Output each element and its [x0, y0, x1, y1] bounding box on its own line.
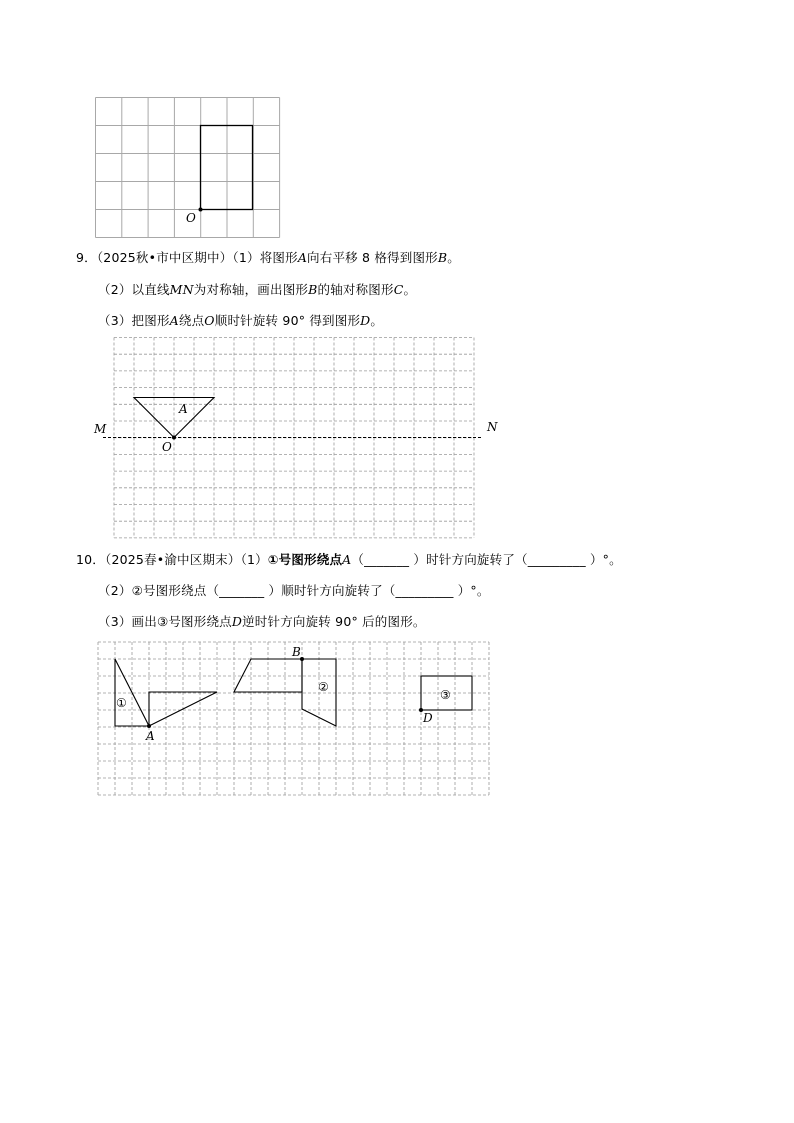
q10-p3-var: D: [231, 614, 243, 629]
q10-label-3: ③: [440, 688, 451, 702]
q9-label-n: N: [487, 420, 498, 434]
q10-p2-blanks: ②号图形绕点（_______ ）顺时针方向旋转了（_________ ）°。: [131, 583, 490, 598]
q9-p2-text3: 的轴对称图形: [317, 282, 394, 297]
q9-point-o: [172, 436, 176, 440]
q9-p2-var: MN: [169, 282, 194, 297]
q9-p2-var2: B: [308, 282, 318, 297]
q10-label-a: A: [146, 729, 155, 743]
q10-p3-text: （3）画出: [98, 614, 157, 629]
q10-number: 10．: [76, 552, 106, 567]
q9-label-a: A: [179, 402, 188, 416]
q9-source: （2025秋•市中区期中）: [96, 250, 233, 265]
q9-p1-var: A: [297, 250, 308, 265]
q9-number: 9．: [76, 250, 97, 265]
q10-p1-var: A: [342, 552, 352, 567]
q10-p3-text2: ③号图形绕点: [156, 614, 232, 629]
fig8-point-o: [199, 208, 203, 212]
q9-label-m: M: [94, 422, 107, 436]
q9-p1-var2: B: [437, 250, 448, 265]
q9-p3-var: A: [169, 313, 179, 328]
q9-p1-text2: 向右平移 8 格得到图形: [307, 250, 438, 265]
q10-point-a: [147, 724, 151, 728]
q10-label-2: ②: [318, 680, 329, 694]
q9-p2-text2: 为对称轴，画出图形: [193, 282, 309, 297]
q9-p3-var3: D: [360, 313, 371, 328]
q9-p3-text3: 顺时针旋转 90° 得到图形: [214, 313, 361, 328]
q10-p3-text3: 逆时针方向旋转 90° 后的图形。: [242, 614, 426, 629]
q10-label-b: B: [292, 645, 301, 659]
q9-p3-text: （3）把图形: [98, 313, 170, 328]
q9-p2-var3: C: [393, 282, 404, 297]
q10-p1-blanks: （_______ ）时针方向旋转了（_________ ）°。: [351, 552, 622, 567]
q10-label-d: D: [423, 711, 433, 725]
q10-p1-text2: ①号图形绕点: [267, 552, 343, 567]
q10-p2-text: （2）: [98, 583, 132, 598]
q10-source: （2025春•渝中区期末）: [105, 552, 241, 567]
q9-p1-text: （1）将图形: [232, 250, 298, 265]
q9-p1-end: 。: [447, 250, 460, 265]
q10-p1-text: （1）: [240, 552, 268, 567]
q10-label-1: ①: [116, 696, 127, 710]
q9-p3-var2: O: [204, 313, 215, 328]
q9-label-o: O: [162, 440, 172, 454]
fig8-label-o: O: [186, 211, 196, 225]
q9-p3-text2: 绕点: [178, 313, 205, 328]
q9-p2-end: 。: [403, 282, 417, 297]
q9-p3-end: 。: [370, 313, 384, 328]
q9-p2-text: （2）以直线: [98, 282, 170, 297]
